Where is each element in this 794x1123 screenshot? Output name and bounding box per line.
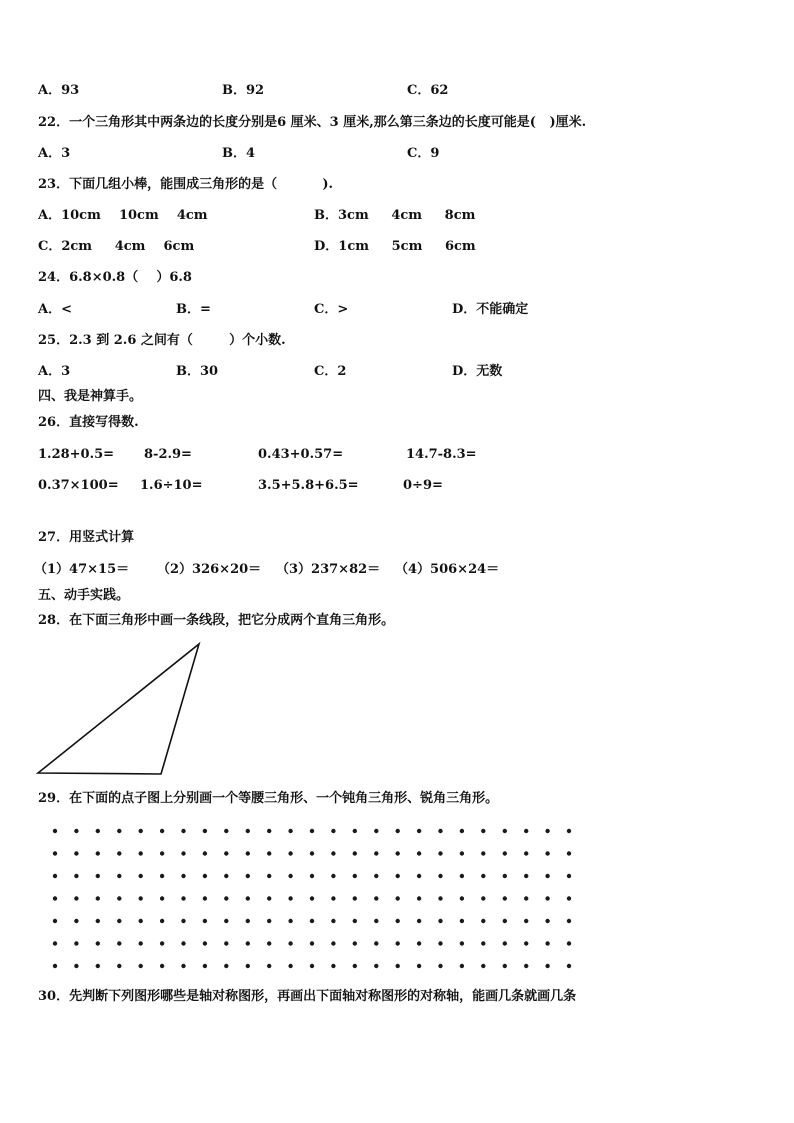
q26-item-8: 0÷9= [403, 478, 443, 493]
grid-dot [545, 874, 549, 878]
grid-dot [417, 874, 421, 878]
grid-dot [160, 851, 164, 855]
grid-dot [503, 851, 507, 855]
q26-stem: 26．直接写得数. [38, 415, 139, 430]
q21-option-b: B．92 [222, 83, 265, 98]
q29-stem: 29．在下面的点子图上分别画一个等腰三角形、一个钝角三角形、锐角三角形。 [38, 791, 499, 806]
grid-dot [503, 874, 507, 878]
grid-dot [396, 941, 400, 945]
grid-dot [567, 896, 571, 900]
grid-dot [460, 896, 464, 900]
q27-item-1: （1）47×15＝ [34, 562, 130, 577]
q22-option-c: C．9 [407, 146, 440, 161]
q25-option-c: C．2 [314, 364, 347, 379]
grid-dot [460, 851, 464, 855]
grid-dot [503, 829, 507, 833]
grid-dot [267, 874, 271, 878]
grid-dot [181, 829, 185, 833]
q22-option-a: A．3 [38, 146, 71, 161]
grid-dot [181, 964, 185, 968]
q24-option-d: D．不能确定 [452, 302, 529, 317]
q22-stem: 22．一个三角形其中两条边的长度分别是6 厘米、3 厘米,那么第三条边的长度可能是( )厘米. [38, 115, 587, 130]
grid-dot [181, 851, 185, 855]
grid-dot [288, 964, 292, 968]
grid-dot [545, 919, 549, 923]
q27-item-2: （2）326×20＝ [157, 562, 262, 577]
grid-dot [224, 941, 228, 945]
grid-dot [438, 874, 442, 878]
grid-dot [246, 874, 250, 878]
q26-item-4: 14.7-8.3= [406, 447, 477, 462]
q26-item-7: 3.5+5.8+6.5= [258, 478, 359, 493]
grid-dot [353, 896, 357, 900]
q30-stem: 30．先判断下列图形哪些是轴对称图形，再画出下面轴对称图形的对称轴，能画几条就画几条 [38, 989, 577, 1004]
grid-dot [117, 941, 121, 945]
grid-dot [460, 964, 464, 968]
grid-dot [53, 941, 57, 945]
grid-dot [438, 919, 442, 923]
q21-option-c: C．62 [407, 83, 449, 98]
q26-item-2: 8-2.9= [144, 447, 192, 462]
grid-dot [524, 874, 528, 878]
grid-dot [139, 941, 143, 945]
grid-dot [374, 919, 378, 923]
grid-dot [417, 896, 421, 900]
grid-dot [267, 896, 271, 900]
grid-dot [160, 919, 164, 923]
grid-dot [460, 919, 464, 923]
grid-dot [74, 829, 78, 833]
grid-dot [203, 851, 207, 855]
grid-dot [524, 919, 528, 923]
q28-triangle [38, 644, 199, 774]
grid-dot [567, 829, 571, 833]
q25-option-d: D．无数 [452, 364, 503, 379]
q24-option-c: C．> [314, 302, 349, 317]
grid-dot [503, 896, 507, 900]
grid-dot [310, 896, 314, 900]
q23-option-c: C．2cm 4cm 6cm [38, 239, 195, 254]
grid-dot [524, 964, 528, 968]
grid-dot [181, 874, 185, 878]
grid-dot [374, 896, 378, 900]
grid-dot [524, 941, 528, 945]
grid-dot [246, 919, 250, 923]
grid-dot [503, 919, 507, 923]
grid-dot [567, 874, 571, 878]
q25-option-b: B．30 [176, 364, 219, 379]
grid-dot [267, 941, 271, 945]
grid-dot [417, 964, 421, 968]
q23-stem: 23．下面几组小棒，能围成三角形的是（ ). [38, 177, 334, 192]
grid-dot [396, 874, 400, 878]
grid-dot [117, 874, 121, 878]
grid-dot [288, 919, 292, 923]
grid-dot [139, 919, 143, 923]
grid-dot [267, 829, 271, 833]
q23-option-d: D．1cm 5cm 6cm [314, 239, 476, 254]
q23-option-a: A．10cm 10cm 4cm [38, 208, 208, 223]
section4-title: 四、我是神算手。 [38, 389, 143, 404]
grid-dot [396, 919, 400, 923]
q23-option-b: B．3cm 4cm 8cm [314, 208, 476, 223]
grid-dot [331, 851, 335, 855]
grid-dot [139, 964, 143, 968]
grid-dot [331, 829, 335, 833]
q22-option-b: B．4 [222, 146, 256, 161]
grid-dot [267, 919, 271, 923]
grid-dot [181, 919, 185, 923]
grid-dot [417, 919, 421, 923]
q29-dot-grid [53, 829, 571, 968]
grid-dot [181, 941, 185, 945]
grid-dot [246, 829, 250, 833]
grid-dot [481, 851, 485, 855]
grid-dot [74, 851, 78, 855]
grid-dot [331, 874, 335, 878]
grid-dot [288, 941, 292, 945]
q24-option-b: B．= [176, 302, 211, 317]
grid-dot [74, 964, 78, 968]
grid-dot [331, 941, 335, 945]
grid-dot [96, 919, 100, 923]
grid-dot [417, 941, 421, 945]
grid-dot [203, 829, 207, 833]
grid-dot [353, 941, 357, 945]
grid-dot [396, 964, 400, 968]
q25-option-a: A．3 [38, 364, 71, 379]
grid-dot [203, 964, 207, 968]
grid-dot [288, 874, 292, 878]
grid-dot [353, 851, 357, 855]
grid-dot [139, 829, 143, 833]
section5-title: 五、动手实践。 [38, 588, 130, 603]
q27-stem: 27．用竖式计算 [38, 530, 135, 545]
grid-dot [96, 896, 100, 900]
grid-dot [331, 896, 335, 900]
grid-dot [310, 829, 314, 833]
grid-dot [160, 829, 164, 833]
grid-dot [288, 829, 292, 833]
grid-dot [374, 874, 378, 878]
grid-dot [117, 919, 121, 923]
grid-dot [353, 874, 357, 878]
grid-dot [53, 919, 57, 923]
grid-dot [53, 851, 57, 855]
q26-item-1: 1.28+0.5= [38, 447, 115, 462]
q28-stem: 28．在下面三角形中画一条线段，把它分成两个直角三角形。 [38, 613, 395, 628]
grid-dot [74, 874, 78, 878]
grid-dot [417, 851, 421, 855]
grid-dot [438, 829, 442, 833]
grid-dot [160, 896, 164, 900]
grid-dot [331, 964, 335, 968]
grid-dot [503, 964, 507, 968]
grid-dot [438, 851, 442, 855]
q21-option-a: A．93 [38, 83, 80, 98]
grid-dot [117, 896, 121, 900]
grid-dot [246, 941, 250, 945]
grid-dot [203, 874, 207, 878]
q26-item-3: 0.43+0.57= [258, 447, 344, 462]
grid-dot [288, 896, 292, 900]
grid-dot [96, 964, 100, 968]
grid-dot [524, 896, 528, 900]
grid-dot [460, 874, 464, 878]
grid-dot [310, 874, 314, 878]
grid-dot [545, 964, 549, 968]
grid-dot [74, 896, 78, 900]
q26-item-5: 0.37×100= [38, 478, 119, 493]
grid-dot [117, 964, 121, 968]
grid-dot [53, 874, 57, 878]
grid-dot [53, 896, 57, 900]
grid-dot [139, 896, 143, 900]
q27-item-3: （3）237×82＝ [276, 562, 381, 577]
grid-dot [96, 829, 100, 833]
grid-dot [481, 874, 485, 878]
grid-dot [181, 896, 185, 900]
grid-dot [246, 964, 250, 968]
grid-dot [96, 851, 100, 855]
grid-dot [353, 829, 357, 833]
grid-dot [331, 919, 335, 923]
grid-dot [224, 964, 228, 968]
grid-dot [139, 851, 143, 855]
grid-dot [438, 896, 442, 900]
grid-dot [224, 919, 228, 923]
grid-dot [374, 964, 378, 968]
grid-dot [374, 851, 378, 855]
grid-dot [288, 851, 292, 855]
grid-dot [481, 919, 485, 923]
grid-dot [224, 874, 228, 878]
grid-dot [53, 829, 57, 833]
grid-dot [160, 964, 164, 968]
grid-dot [460, 829, 464, 833]
grid-dot [567, 941, 571, 945]
grid-dot [524, 851, 528, 855]
grid-dot [246, 896, 250, 900]
grid-dot [545, 896, 549, 900]
grid-dot [567, 851, 571, 855]
grid-dot [117, 829, 121, 833]
grid-dot [481, 896, 485, 900]
grid-dot [310, 919, 314, 923]
grid-dot [353, 919, 357, 923]
grid-dot [96, 874, 100, 878]
grid-dot [310, 964, 314, 968]
grid-dot [53, 964, 57, 968]
grid-dot [74, 941, 78, 945]
grid-dot [74, 919, 78, 923]
grid-dot [203, 919, 207, 923]
grid-dot [374, 829, 378, 833]
grid-dot [545, 941, 549, 945]
grid-dot [545, 829, 549, 833]
grid-dot [396, 829, 400, 833]
q27-item-4: （4）506×24＝ [395, 562, 500, 577]
q25-stem: 25．2.3 到 2.6 之间有（ ）个小数. [38, 333, 286, 348]
grid-dot [545, 851, 549, 855]
grid-dot [567, 964, 571, 968]
grid-dot [224, 829, 228, 833]
grid-dot [224, 851, 228, 855]
grid-dot [96, 941, 100, 945]
grid-dot [224, 896, 228, 900]
grid-dot [567, 919, 571, 923]
grid-dot [203, 941, 207, 945]
grid-dot [438, 941, 442, 945]
grid-dot [374, 941, 378, 945]
grid-dot [353, 964, 357, 968]
grid-dot [396, 896, 400, 900]
grid-dot [267, 851, 271, 855]
grid-dot [503, 941, 507, 945]
grid-dot [481, 964, 485, 968]
grid-dot [160, 874, 164, 878]
grid-dot [481, 941, 485, 945]
grid-dot [524, 829, 528, 833]
grid-dot [160, 941, 164, 945]
grid-dot [438, 964, 442, 968]
grid-dot [310, 851, 314, 855]
grid-dot [481, 829, 485, 833]
grid-dot [310, 941, 314, 945]
grid-dot [203, 896, 207, 900]
grid-dot [460, 941, 464, 945]
grid-dot [117, 851, 121, 855]
grid-dot [139, 874, 143, 878]
q24-stem: 24．6.8×0.8（ ）6.8 [38, 270, 192, 285]
grid-dot [267, 964, 271, 968]
grid-dot [246, 851, 250, 855]
grid-dot [417, 829, 421, 833]
q24-option-a: A．< [38, 302, 72, 317]
grid-dot [396, 851, 400, 855]
q26-item-6: 1.6÷10= [140, 478, 203, 493]
